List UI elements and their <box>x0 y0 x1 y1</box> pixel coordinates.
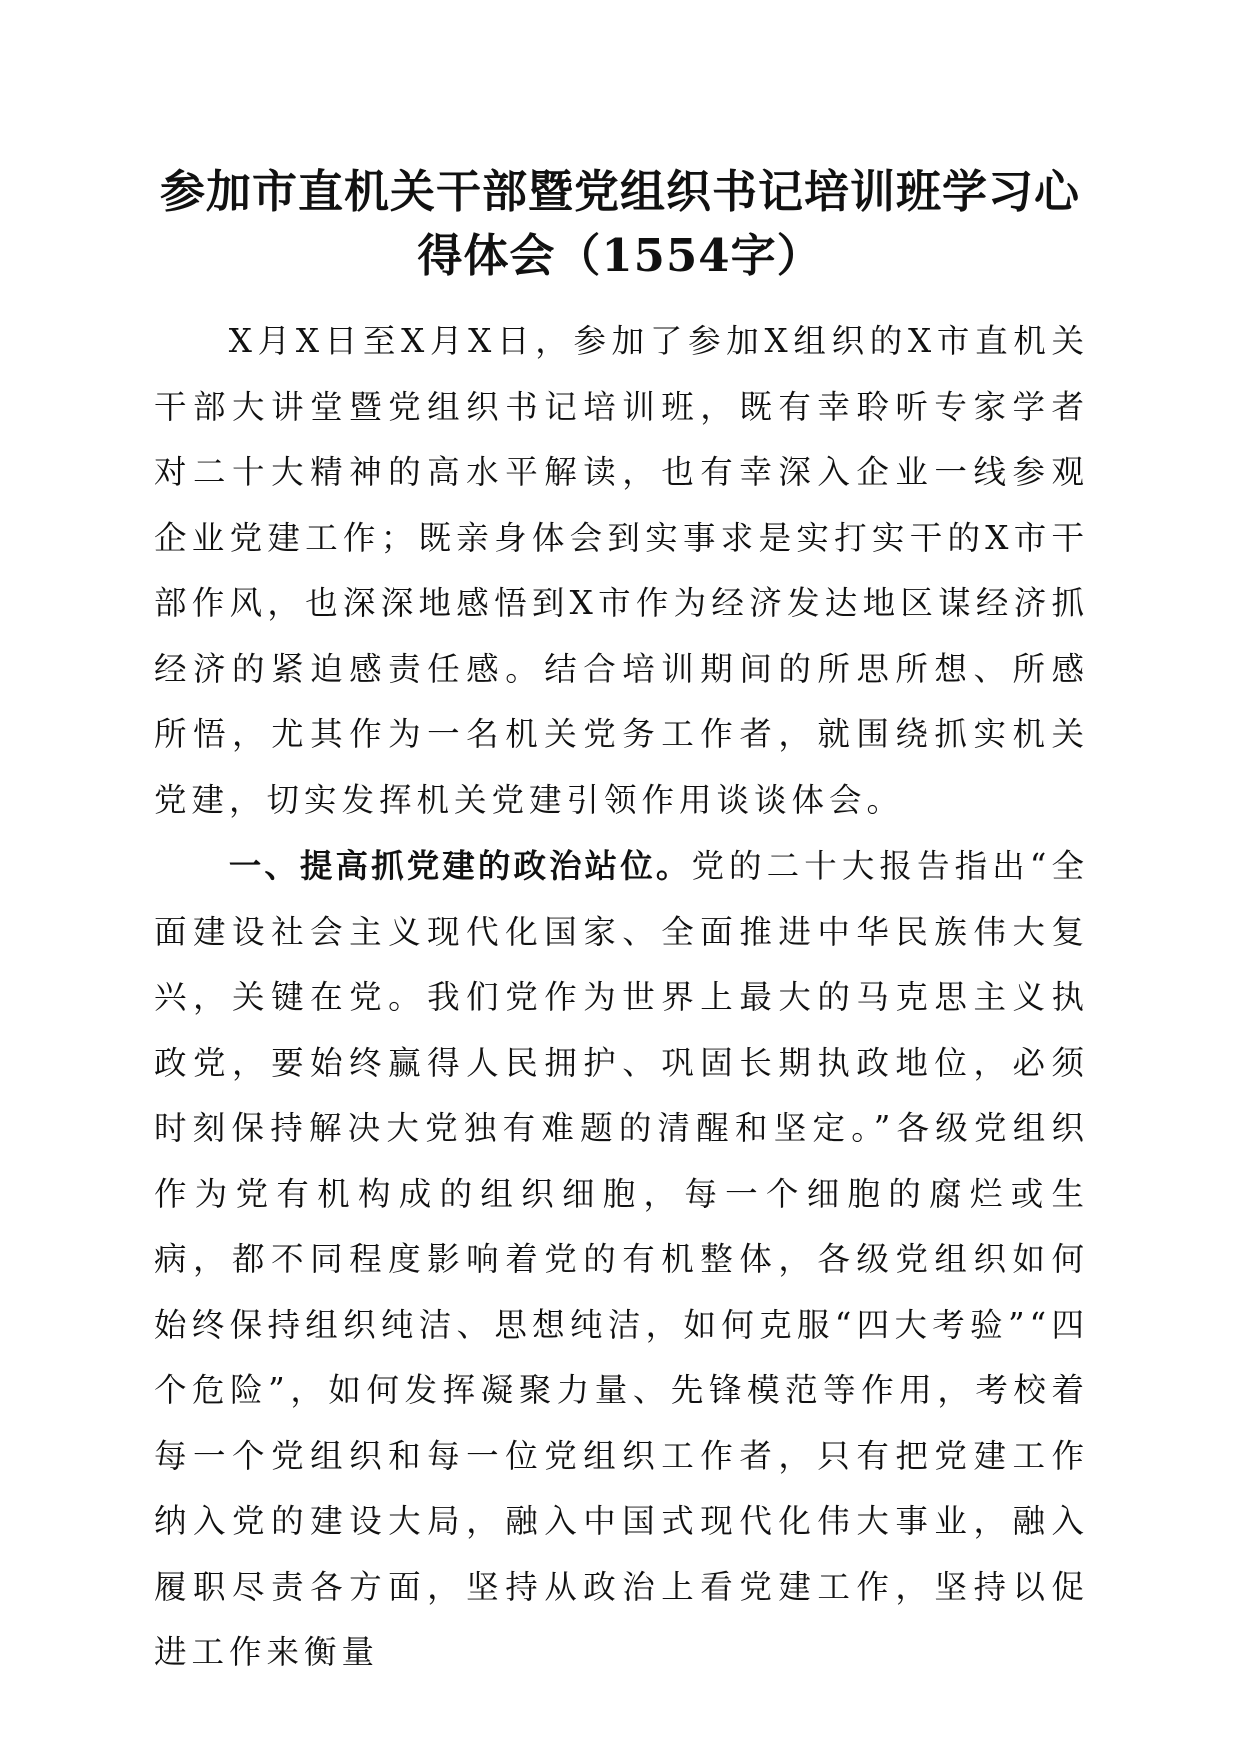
document-body <box>154 309 1089 1686</box>
section-one-text: 党的二十大报告指出“全面建设社会主义现代化国家、全面推进中华民族伟大复兴，关键在党。我们党作为世界上最大的马克思主义执政党，要始终赢得人民拥护、巩固长期执政地位，必须时刻保持解决大党独有难题的清醒和坚定。”各级党组织作为党有机构成的组织细胞，每一个细胞的腐烂或生病，都不同程度影响着党的有机整体，各级党组织如何始终保持组织纯洁、思想纯洁，如何克服“四大考验”“四个危险”，如何发挥凝聚力量、先锋模范等作用，考校着每一个党组织和每一位党组织工作者，只有把党建工作纳入党的建设大局，融入中国式现代化伟大事业，融入履职尽责各方面，坚持从政治上看党建工作，坚持以促进工作来衡量 <box>154 847 1089 1671</box>
document-title: 参加市直机关干部暨党组织书记培训班学习心得体会（1554字） <box>159 165 1080 282</box>
section-one-heading: 一、提高抓党建的政治站位。 <box>228 846 692 885</box>
section-one-paragraph <box>154 833 1089 1686</box>
intro-paragraph-text: X月X日至X月X日，参加了参加X组织的X市直机关干部大讲堂暨党组织书记培训班，既有幸聆听专家学者对二十大精神的高水平解读，也有幸深入企业一线参观企业党建工作；既亲身体会到实事求是实打实干的X市干部作风，也深深地感悟到X市作为经济发达地区谋经济抓经济的紧迫感责任感。结合培训期间的所思所想、所感所悟，尤其作为一名机关党务工作者，就围绕抓实机关党建，切实发挥机关党建引领作用谈谈体会。 <box>154 322 1089 819</box>
intro-paragraph <box>154 309 1089 833</box>
